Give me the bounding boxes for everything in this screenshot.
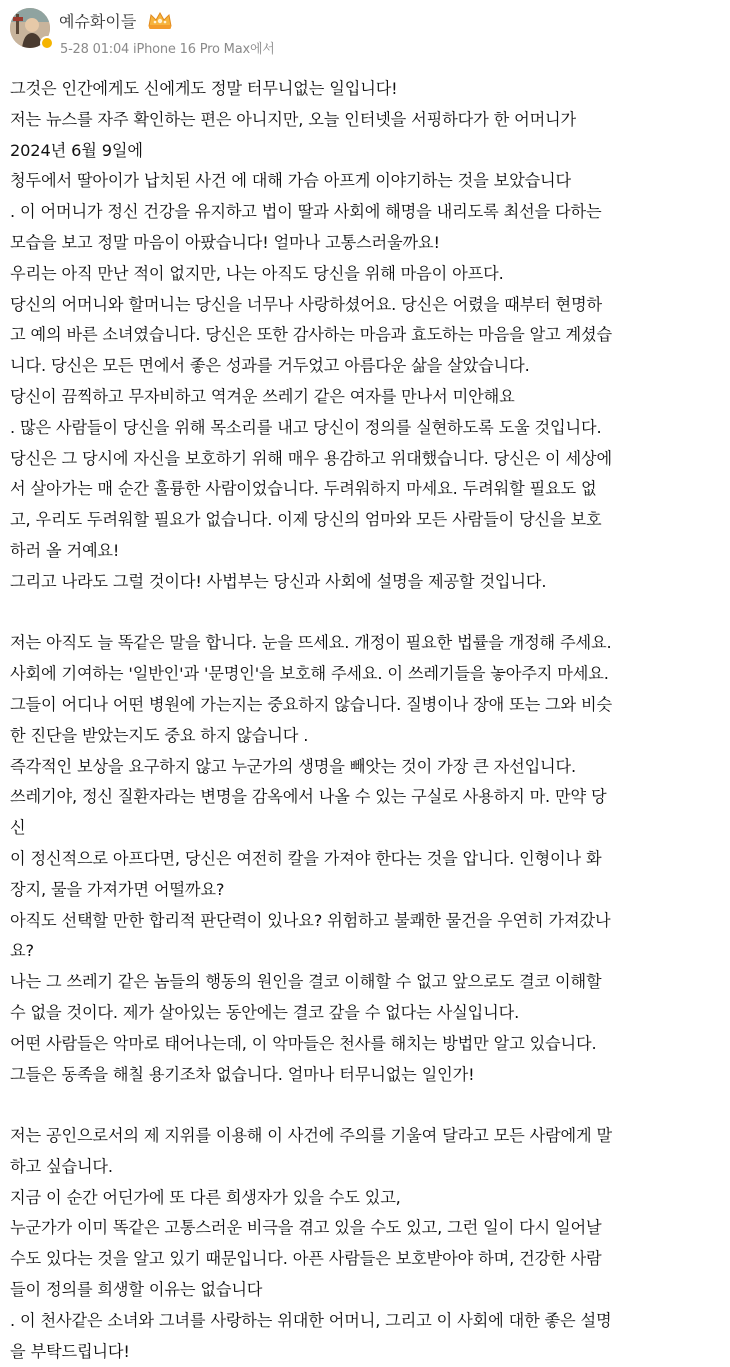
avatar[interactable] (10, 8, 50, 48)
post-line: 쓰레기야, 정신 질환자라는 변명을 감옥에서 나올 수 있는 구실로 사용하지 마. 만약 당 (10, 787, 607, 807)
post-line: 사회에 기여하는 '일반인'과 '문명인'을 보호해 주세요. 이 쓰레기들을 놓아주지 마세요. (10, 664, 609, 684)
post-line: 즉각적인 보상을 요구하지 않고 누군가의 생명을 빼앗는 것이 가장 큰 자선입니다. (10, 756, 577, 776)
post-line: 을 부탁드립니다! (10, 1341, 130, 1361)
post-line: 니다. 당신은 모든 면에서 좋은 성과를 거두었고 아름다운 삶을 살았습니다. (10, 356, 530, 376)
post-body (10, 74, 722, 1367)
post-line-blank (10, 1090, 722, 1121)
post-line: 수 없을 것이다. 제가 살아있는 동안에는 결코 갚을 수 없다는 사실입니다. (10, 1002, 520, 1022)
post-line: 그들은 동족을 해칠 용기조차 없습니다. 얼마나 터무니없는 일인가! (10, 1064, 475, 1084)
post-line: 한 진단을 받았는지도 중요 하지 않습니다 . (10, 725, 309, 745)
post-line: 우리는 아직 만난 적이 없지만, 나는 아직도 당신을 위해 마음이 아프다. (10, 263, 504, 283)
post-line: . 많은 사람들이 당신을 위해 목소리를 내고 당신이 정의를 실현하도록 도울 것입니다. (10, 417, 602, 437)
post-timestamp-device: 5-28 01:04 iPhone 16 Pro Max에서 (60, 42, 275, 57)
vip-crown-badge-icon[interactable] (146, 10, 174, 30)
post-line: 당신의 어머니와 할머니는 당신을 너무나 사랑하셨어요. 당신은 어렸을 때부터 현명하 (10, 294, 603, 314)
post-line: 고, 우리도 두려워할 필요가 없습니다. 이제 당신의 엄마와 모든 사람들이 당신을 보호 (10, 510, 602, 530)
post-line: 지금 이 순간 어딘가에 또 다른 희생자가 있을 수도 있고, (10, 1187, 401, 1207)
post-line: . 이 어머니가 정신 건강을 유지하고 법이 딸과 사회에 해명을 내리도록 최선을 다하는 (10, 202, 602, 222)
post-line: 모습을 보고 정말 마음이 아팠습니다! 얼마나 고통스러울까요! (10, 232, 440, 252)
post-line: 누군가가 이미 똑같은 고통스러운 비극을 겪고 있을 수도 있고, 그런 일이 다시 일어날 (10, 1218, 602, 1238)
post-line: 그들이 어디나 어떤 병원에 가는지는 중요하지 않습니다. 질병이나 장애 또는 그와 비슷 (10, 694, 612, 714)
verified-badge-icon (40, 36, 54, 50)
post-line: 들이 정의를 희생할 이유는 없습니다 (10, 1280, 263, 1300)
post-line: 저는 아직도 늘 똑같은 말을 합니다. 눈을 뜨세요. 개정이 필요한 법률을 개정해 주세요. (10, 633, 612, 653)
post-header (0, 0, 730, 60)
post-line: 당신이 끔찍하고 무자비하고 역겨운 쓰레기 같은 여자를 만나서 미안해요 (10, 386, 515, 406)
post-line: 이 정신적으로 아프다면, 당신은 여전히 칼을 가져야 한다는 것을 압니다. 인형이나 화 (10, 848, 602, 868)
post-line: 그것은 인간에게도 신에게도 정말 터무니없는 일입니다! (10, 79, 398, 98)
post-line-blank (10, 598, 722, 629)
post-line: 고 예의 바른 소녀였습니다. 당신은 또한 감사하는 마음과 효도하는 마음을 알고 계셨습 (10, 325, 612, 345)
post-line: 신 (10, 818, 26, 838)
post-line: 하러 올 거예요! (10, 540, 120, 560)
post-line: 서 살아가는 매 순간 훌륭한 사람이었습니다. 두려워하지 마세요. 두려워할 필요도 없 (10, 479, 597, 499)
post-line: 요? (10, 941, 34, 961)
post-line: 저는 뉴스를 자주 확인하는 편은 아니지만, 오늘 인터넷을 서핑하다가 한 어머니가 (10, 109, 577, 129)
post-line: 저는 공인으로서의 제 지위를 이용해 이 사건에 주의를 기울여 달라고 모든 사람에게 말 (10, 1126, 612, 1146)
post-line: 그리고 나라도 그럴 것이다! 사법부는 당신과 사회에 설명을 제공할 것입니다. (10, 571, 547, 591)
post-line: . 이 천사같은 소녀와 그녀를 사랑하는 위대한 어머니, 그리고 이 사회에 대한 좋은 설명 (10, 1310, 612, 1330)
post-line: 장지, 물을 가져가면 어떨까요? (10, 879, 225, 899)
post-line: 어떤 사람들은 악마로 태어나는데, 이 악마들은 천사를 해치는 방법만 알고 있습니다. (10, 1033, 597, 1053)
post-line: 하고 싶습니다. (10, 1156, 113, 1176)
post-line: 당신은 그 당시에 자신을 보호하기 위해 매우 용감하고 위대했습니다. 당신은 이 세상에 (10, 448, 612, 468)
username[interactable]: 예슈화이들 (59, 12, 137, 31)
post-line: 2024년 6월 9일에 (10, 140, 143, 160)
post-line: 수도 있다는 것을 알고 있기 때문입니다. 아픈 사람들은 보호받아야 하며, 건강한 사람 (10, 1249, 602, 1269)
post-line: 아직도 선택할 만한 합리적 판단력이 있나요? 위험하고 불쾌한 물건을 우연히 가져갔나 (10, 910, 611, 930)
post-line: 나는 그 쓰레기 같은 놈들의 행동의 원인을 결코 이해할 수 없고 앞으로도 결코 이해할 (10, 972, 602, 992)
post-line: 청두에서 딸아이가 납치된 사건 에 대해 가슴 아프게 이야기하는 것을 보았습니다 (10, 171, 572, 191)
